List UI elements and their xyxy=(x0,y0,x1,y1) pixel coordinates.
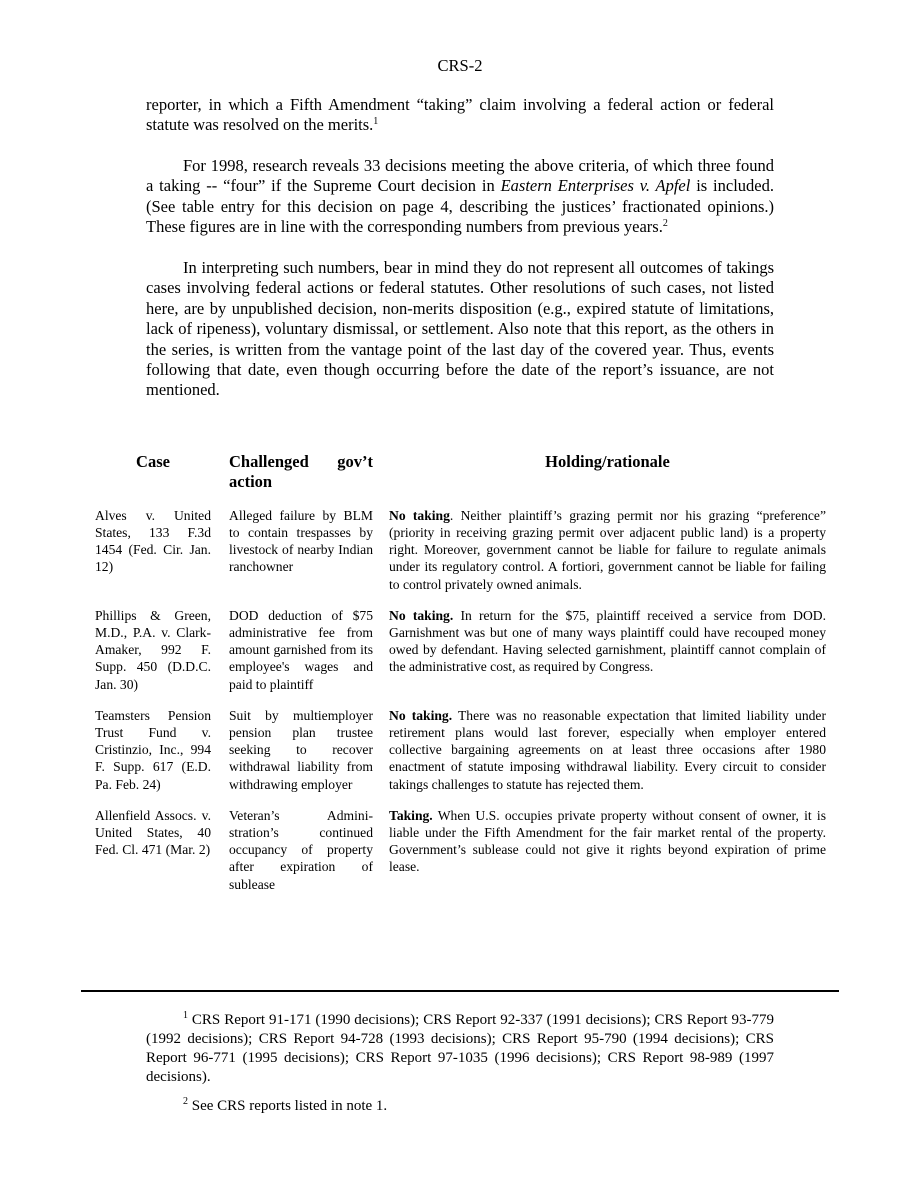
holding-text: In return for the $75, plaintiff received a service from DOD. Garnishment was but one of many ways plaintiff could have recouped money owed by defendant. Having selected garnishment, plaintiff cannot complain of the administrative cost, as required by Congress. xyxy=(389,607,826,675)
holding-label: No taking. xyxy=(389,707,453,723)
header-holding-rationale: Holding/rationale xyxy=(545,452,670,471)
footnote-1 xyxy=(146,1011,774,1087)
holding-rationale xyxy=(389,707,826,807)
paragraph-1-text: reporter, in which a Fifth Amendment “taking” claim involving a federal action or federal statute was resolved on the merits. xyxy=(146,95,774,135)
footnote-2 xyxy=(146,1097,774,1116)
footnote-2-text: See CRS reports listed in note 1. xyxy=(188,1098,388,1114)
table-header-row xyxy=(95,452,826,507)
footnote-1-mark: 1 xyxy=(183,1010,188,1021)
footnote-divider xyxy=(81,990,839,992)
holding-rationale xyxy=(389,807,826,907)
holding-rationale xyxy=(389,507,826,607)
case-citation: Allenfield Assocs. v. United States, 40 Fed. Cl. 471 (Mar. 2) xyxy=(95,807,211,858)
holding-label: No taking. xyxy=(389,607,454,623)
case-citation: Phillips & Green, M.D., P.A. v. Clark-Amaker, 992 F. Supp. 450 (D.D.C. Jan. 30) xyxy=(95,607,211,692)
header-challenged-action: Challenged gov’t action xyxy=(229,452,373,492)
case-name-eastern-enterprises: Eastern Enterprises v. Apfel xyxy=(500,176,691,196)
paragraph-2 xyxy=(146,156,774,238)
holding-rationale xyxy=(389,607,826,707)
challenged-action: Veteran’s Admini-stration’s continued occupancy of property after expiration of sublease xyxy=(229,807,373,892)
holding-text: . Neither plaintiff’s grazing permit nor his grazing “preference” (priority in receiving grazing permit over adjacent public land) is a property right. Moreover, government cannot be liable for failure to regulate animals under its regulatory control. A fortiori, government cannot be liable for failing to control privately owned animals. xyxy=(389,507,826,592)
challenged-action: Alleged failure by BLM to contain trespasses by livestock of nearby Indian ranchowner xyxy=(229,507,373,575)
footnote-ref-1[interactable]: 1 xyxy=(373,116,379,128)
header-case: Case xyxy=(136,452,170,471)
footnote-1-text: CRS Report 91-171 (1990 decisions); CRS Report 92-337 (1991 decisions); CRS Report 93-779 (1992 decisions); CRS Report 94-728 (1993 decisions); CRS Report 95-790 (1994 decisions); CRS Report 96-771 (1995 decisions); CRS Report 97-1035 (1996 decisions); CRS Report 98-989 (1997 decisions). xyxy=(146,1012,774,1085)
takings-cases-table xyxy=(95,452,826,907)
table-row xyxy=(95,807,826,907)
holding-label: Taking. xyxy=(389,807,433,823)
holding-label: No taking xyxy=(389,507,450,523)
holding-text: When U.S. occupies private property without consent of owner, it is liable under the Fifth Amendment for the fair market rental of the property. Government’s sublease could not give it rights beyond expiration of prime lease. xyxy=(389,807,826,875)
table-row xyxy=(95,507,826,607)
challenged-action: Suit by multiemployer pension plan trustee seeking to recover withdrawal liability from withdrawing employer xyxy=(229,707,373,792)
table-row xyxy=(95,607,826,707)
paragraph-2-text-b: is included. (See table entry for this decision on page 4, describing the justices’ fractionated opinions.) These figures are in line with the corresponding numbers from previous years. xyxy=(146,176,774,237)
challenged-action: DOD deduction of $75 administrative fee from amount garnished from its employee's wages and paid to plaintiff xyxy=(229,607,373,692)
table-row xyxy=(95,707,826,807)
footnote-2-mark: 2 xyxy=(183,1096,188,1107)
paragraph-3: In interpreting such numbers, bear in mind they do not represent all outcomes of takings cases involving federal actions or federal statutes. Other resolutions of such cases, not listed here, are by unpublished decision, non-merits disposition (e.g., expired statute of limitations, lack of ripeness), voluntary dismissal, or settlement. Also note that this report, as the others in the series, is written from the vantage point of the last day of the covered year. Thus, events following that date, even though occurring before the date of the report’s issuance, are not mentioned. xyxy=(146,258,774,400)
holding-text: There was no reasonable expectation that limited liability under retirement plans would last forever, especially when employer entered collective bargaining agreements on at least three occasions after 1980 enactment of statute imposing withdrawal liability. Every circuit to consider takings challenges to statute has rejected them. xyxy=(389,707,826,792)
paragraph-1 xyxy=(146,95,774,136)
case-citation: Teamsters Pension Trust Fund v. Cristinzio, Inc., 994 F. Supp. 617 (E.D. Pa. Feb. 24) xyxy=(95,707,211,792)
case-citation: Alves v. United States, 133 F.3d 1454 (Fed. Cir. Jan. 12) xyxy=(95,507,211,575)
page-number: CRS-2 xyxy=(437,56,483,75)
footnote-ref-2[interactable]: 2 xyxy=(662,218,668,230)
paragraph-2-text-a: For 1998, research reveals 33 decisions meeting the above criteria, of which three found a taking -- “four” if the Supreme Court decision in xyxy=(146,156,774,196)
